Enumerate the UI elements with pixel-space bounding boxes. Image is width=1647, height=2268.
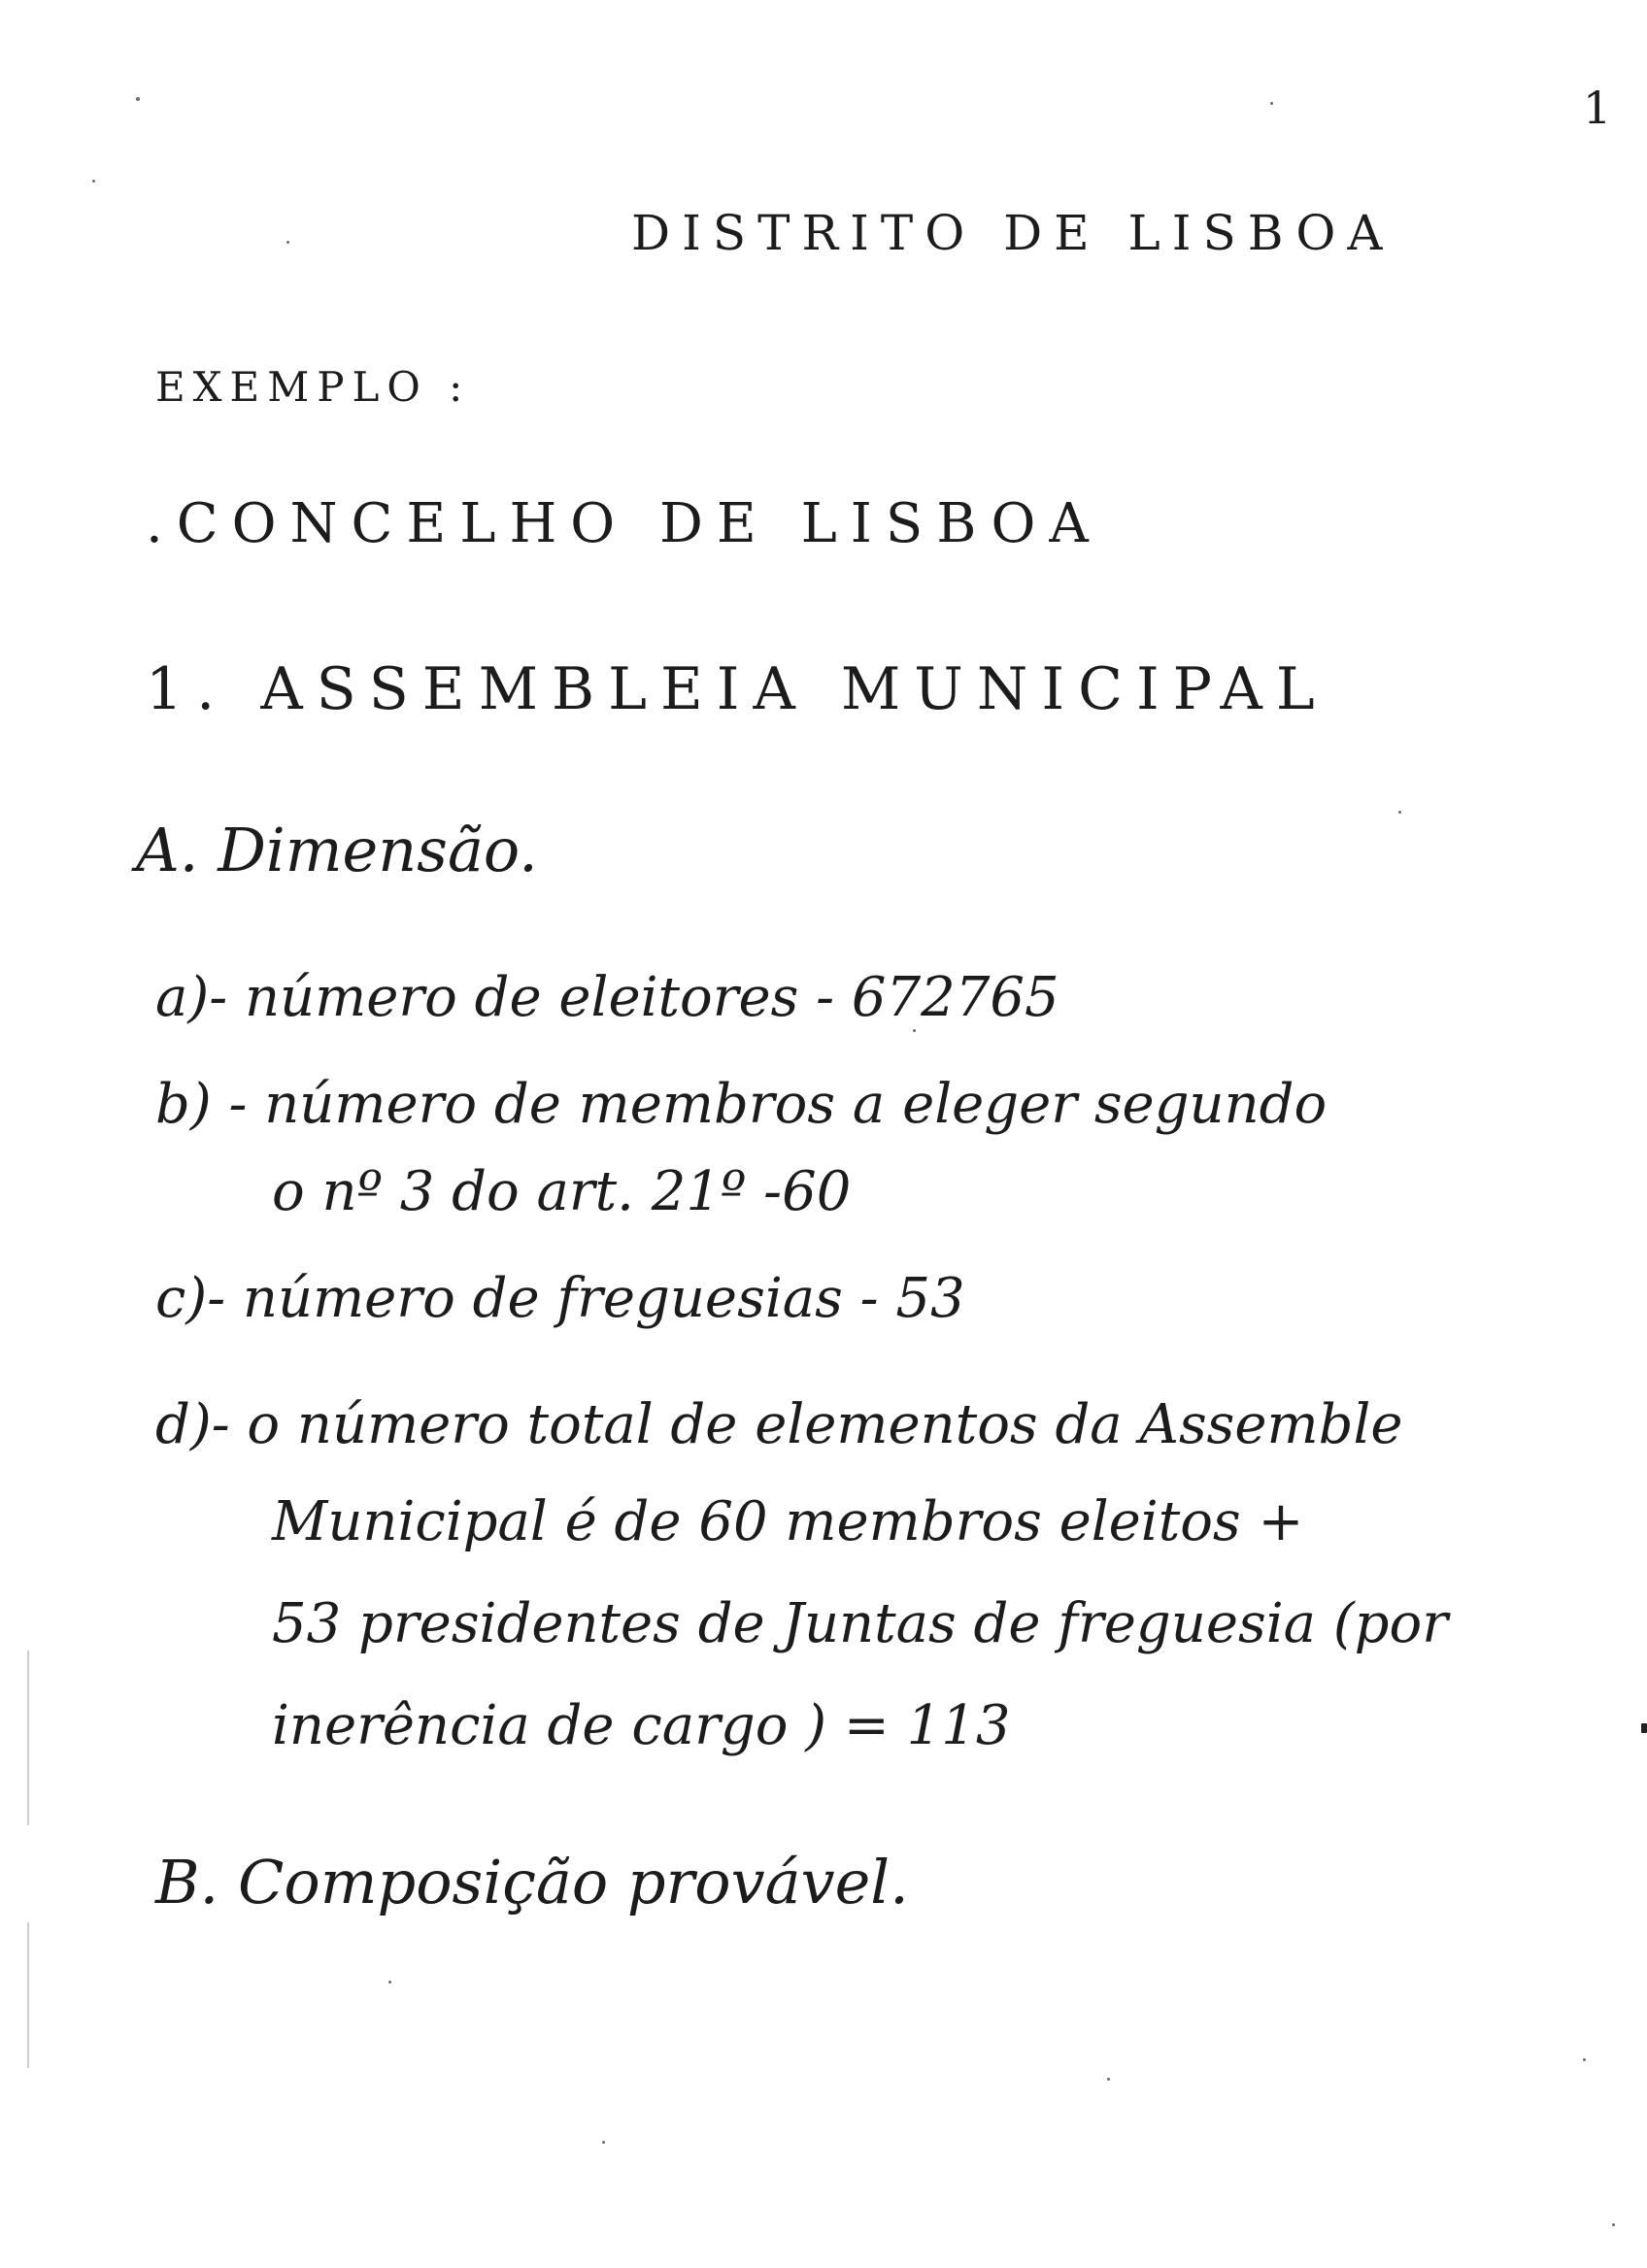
scan-speck [913,1029,916,1032]
scan-speck [1107,2078,1110,2081]
example-label: EXEMPLO : [155,363,471,411]
item-b-line-2: o nº 3 do art. 21º -60 [272,1160,852,1223]
page-number: 1 [1583,82,1612,134]
concelho-heading: .CONCELHO DE LISBOA [146,492,1102,555]
item-c: c)- número de freguesias - 53 [155,1267,965,1330]
page-title: DISTRITO DE LISBOA [631,205,1395,261]
scan-speck [136,97,140,101]
section-a-heading: A. Dimensão. [136,815,538,885]
scan-speck [92,180,95,183]
scan-edge-mark [27,1922,29,2068]
scan-speck [1398,811,1401,814]
item-d-line-2: Municipal é de 60 membros eleitos + [272,1490,1304,1553]
scan-speck [286,241,289,244]
scan-speck [1641,1723,1647,1733]
section-1-heading: 1. ASSEMBLEIA MUNICIPAL [146,655,1328,723]
item-b-line-1: b) - número de membros a eleger segundo [155,1073,1328,1136]
item-d-line-1: d)- o número total de elementos da Assemble [155,1393,1403,1456]
scan-speck [1270,102,1273,105]
section-b-heading: B. Composição provável. [155,1847,909,1918]
scan-speck [602,2141,605,2144]
scan-speck [1583,2058,1586,2061]
item-d-line-3: 53 presidentes de Juntas de freguesia (por [272,1592,1448,1655]
scan-speck [388,1981,391,1984]
scan-speck [1612,2223,1615,2226]
item-d-line-4: inerência de cargo ) = 113 [272,1694,1011,1757]
scan-edge-mark [27,1651,29,1825]
item-a: a)- número de eleitores - 672765 [155,966,1059,1029]
